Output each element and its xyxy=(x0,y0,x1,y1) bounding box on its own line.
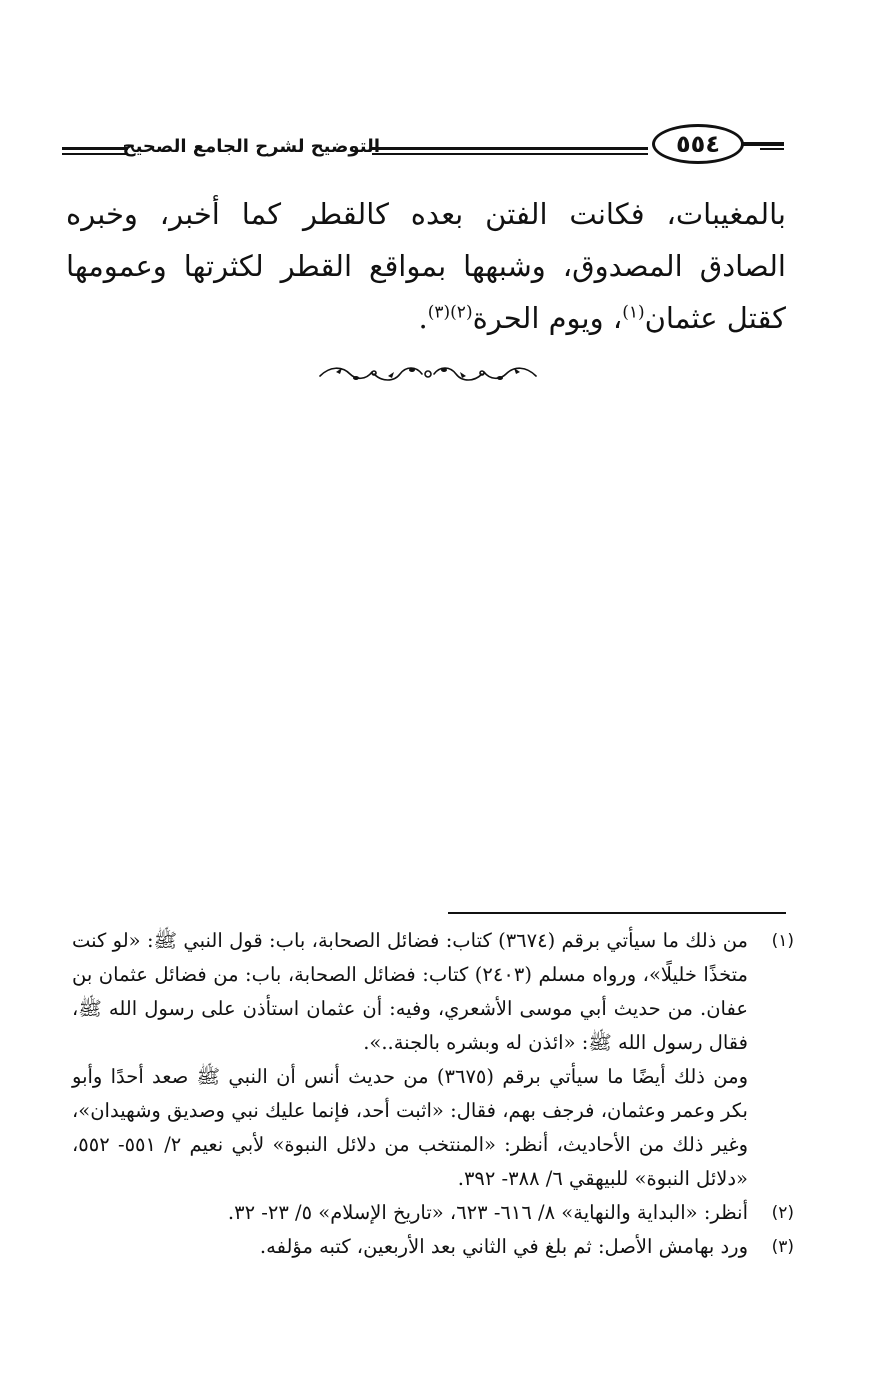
running-header xyxy=(62,122,784,172)
main-paragraph-text: بالمغيبات، فكانت الفتن بعده كالقطر كما أخبر، وخبره الصادق المصدوق، وشبهها بمواقع القطر لكثرتها وعمومها كقتل عثمان xyxy=(66,197,786,335)
main-paragraph-end: . xyxy=(418,301,428,335)
footnote-ref-1[interactable]: (١) xyxy=(622,302,645,323)
header-rule-left xyxy=(62,147,128,155)
section-divider-ornament xyxy=(316,360,540,388)
main-text xyxy=(66,188,786,344)
footnote-1 xyxy=(72,924,794,1196)
footnote-paragraph: من ذلك ما سيأتي برقم (٣٦٧٤) كتاب: فضائل الصحابة، باب: قول النبي ﷺ: «لو كنت متخذًا خليلًا»، ورواه مسلم (٢٤٠٣) كتاب: فضائل الصحابة، باب: من فضائل عثمان بن عفان. من حديث أبي موسى الأشعري، وفيه: أن عثمان استأذن على رسول الله ﷺ، فقال رسول الله ﷺ: «ائذن له وبشره بالجنة..». xyxy=(72,929,748,1054)
footnote-3 xyxy=(72,1230,794,1264)
main-paragraph-text-tail: ، ويوم الحرة xyxy=(472,301,623,335)
main-paragraph xyxy=(66,188,786,344)
footnote-separator xyxy=(448,912,786,914)
footnote-ref-3[interactable]: (٣) xyxy=(427,302,451,323)
page-number: ٥٥٤ xyxy=(652,124,744,164)
footnote-number: (٢) xyxy=(771,1203,794,1223)
footnote-text xyxy=(72,924,748,1196)
footnote-number: (٣) xyxy=(771,1237,794,1257)
footnote-2 xyxy=(72,1196,794,1230)
footnote-paragraph: ومن ذلك أيضًا ما سيأتي برقم (٣٦٧٥) من حديث أنس أن النبي ﷺ صعد أحدًا وأبو بكر وعمر وعثمان، فرجف بهم، فقال: «اثبت أحد، فإنما عليك نبي وصديق وشهيدان»، وغير ذلك من الأحاديث، أنظر: «المنتخب من دلائل النبوة» لأبي نعيم ٢/ ٥٥١- ٥٥٢، «دلائل النبوة» للبيهقي ٦/ ٣٨٨- ٣٩٢. xyxy=(72,1065,748,1190)
footnote-number: (١) xyxy=(771,931,794,951)
footnote-ref-2[interactable]: (٢) xyxy=(450,302,473,323)
book-title: التوضيح لشرح الجامع الصحيح xyxy=(122,136,380,157)
footnote-paragraph: أنظر: «البداية والنهاية» ٨/ ٦١٦- ٦٢٣، «تاريخ الإسلام» ٥/ ٢٣- ٣٢. xyxy=(227,1201,748,1224)
header-ornament-line xyxy=(740,142,784,146)
header-rule-right xyxy=(372,147,648,155)
footnote-text xyxy=(72,1196,748,1230)
footnote-paragraph: ورد بهامش الأصل: ثم بلغ في الثاني بعد الأربعين، كتبه مؤلفه. xyxy=(259,1235,748,1258)
footnote-text xyxy=(72,1230,748,1264)
footnotes xyxy=(72,924,794,1264)
